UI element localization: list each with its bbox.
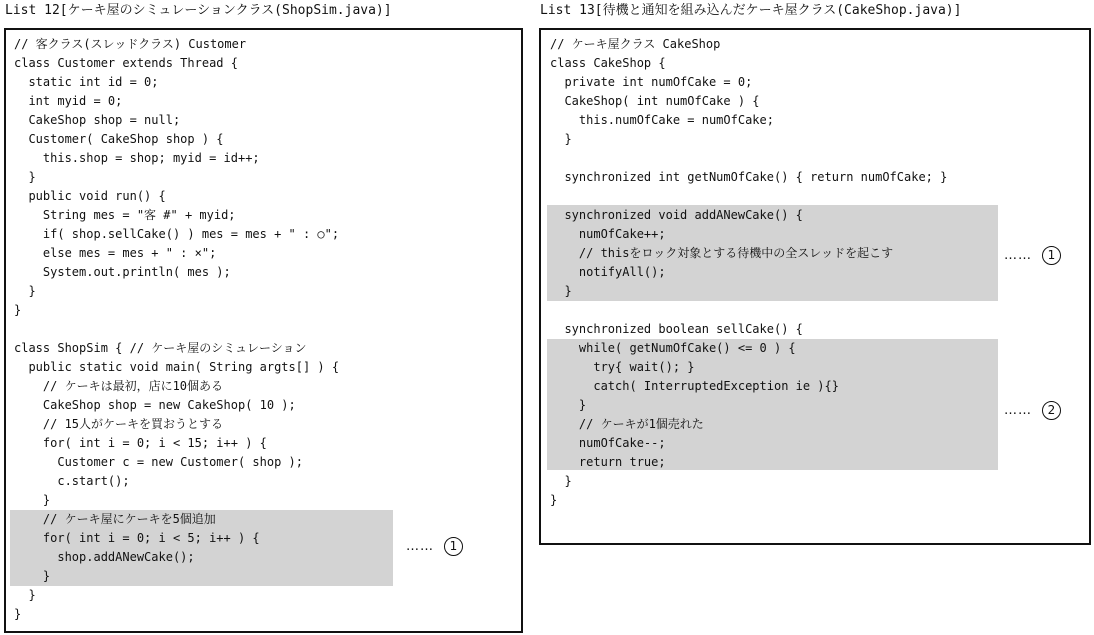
code-line: // ケーキは最初，店に10個ある — [14, 379, 224, 393]
list12-marker-1 — [406, 535, 463, 557]
code-line: CakeShop shop = null; — [14, 113, 181, 127]
code-line: } — [14, 493, 51, 507]
code-line: numOfCake--; — [550, 436, 666, 450]
code-line: public void run() { — [14, 189, 166, 203]
code-line: // ケーキ屋にケーキを5個追加 — [14, 512, 216, 526]
code-line: if( shop.sellCake() ) mes = mes + " : ○"; — [14, 227, 340, 241]
code-line: } — [550, 132, 572, 146]
code-line: } — [550, 398, 587, 412]
code-line: } — [550, 284, 572, 298]
code-line: private int numOfCake = 0; — [550, 75, 753, 89]
code-line: shop.addANewCake(); — [14, 550, 195, 564]
code-line: // 15人がケーキを買おうとする — [14, 417, 224, 431]
code-line: } — [14, 170, 36, 184]
code-line: } — [550, 493, 558, 507]
code-line: notifyAll(); — [550, 265, 666, 279]
code-line: this.shop = shop; myid = id++; — [14, 151, 260, 165]
code-line: class CakeShop { — [550, 56, 666, 70]
code-line: while( getNumOfCake() <= 0 ) { — [550, 341, 796, 355]
code-line: // ケーキ屋クラス CakeShop — [550, 37, 721, 51]
code-line: CakeShop shop = new CakeShop( 10 ); — [14, 398, 296, 412]
code-line: catch( InterruptedException ie ){} — [550, 379, 839, 393]
code-line: c.start(); — [14, 474, 130, 488]
code-line: this.numOfCake = numOfCake; — [550, 113, 774, 127]
code-line: // 客クラス(スレッドクラス) Customer — [14, 37, 247, 51]
code-line: for( int i = 0; i < 5; i++ ) { — [14, 531, 260, 545]
code-line: String mes = "客 #" + myid; — [14, 208, 236, 222]
list13-caption: List 13[待機と通知を組み込んだケーキ屋クラス(CakeShop.java)] — [540, 3, 962, 18]
code-line: } — [14, 303, 22, 317]
code-line: } — [14, 607, 22, 621]
circled-number-2: 2 — [1042, 401, 1061, 420]
leader-dots: …… — [1004, 247, 1032, 263]
list12-code-box — [4, 28, 523, 633]
leader-dots: …… — [406, 538, 434, 554]
code-line: int myid = 0; — [14, 94, 123, 108]
code-line: numOfCake++; — [550, 227, 666, 241]
code-line: // ケーキが1個売れた — [550, 417, 704, 431]
code-line: public static void main( String argts[] ) { — [14, 360, 340, 374]
circled-number-1: 1 — [444, 537, 463, 556]
list12-caption: List 12[ケーキ屋のシミュレーションクラス(ShopSim.java)] — [5, 3, 392, 18]
code-line: synchronized boolean sellCake() { — [550, 322, 803, 336]
code-line: } — [550, 474, 572, 488]
list13-code — [541, 30, 1089, 543]
code-line: } — [14, 588, 36, 602]
code-line: for( int i = 0; i < 15; i++ ) { — [14, 436, 267, 450]
code-line: static int id = 0; — [14, 75, 159, 89]
list13-code-box — [539, 28, 1091, 545]
code-line: synchronized int getNumOfCake() { return numOfCake; } — [550, 170, 948, 184]
code-line: class ShopSim { // ケーキ屋のシミュレーション — [14, 341, 307, 355]
code-line: Customer( CakeShop shop ) { — [14, 132, 224, 146]
circled-number-1: 1 — [1042, 246, 1061, 265]
code-line: class Customer extends Thread { — [14, 56, 238, 70]
code-line: else mes = mes + " : ×"; — [14, 246, 217, 260]
code-line: // thisをロック対象とする待機中の全スレッドを起こす — [550, 246, 894, 260]
leader-dots: …… — [1004, 402, 1032, 418]
list13-marker-2 — [1004, 399, 1061, 421]
code-line: } — [14, 569, 51, 583]
code-line: CakeShop( int numOfCake ) { — [550, 94, 760, 108]
code-line: return true; — [550, 455, 666, 469]
code-line: synchronized void addANewCake() { — [550, 208, 803, 222]
code-line: } — [14, 284, 36, 298]
list13-marker-1 — [1004, 244, 1061, 266]
code-line: Customer c = new Customer( shop ); — [14, 455, 303, 469]
code-line: System.out.println( mes ); — [14, 265, 231, 279]
code-line: try{ wait(); } — [550, 360, 695, 374]
